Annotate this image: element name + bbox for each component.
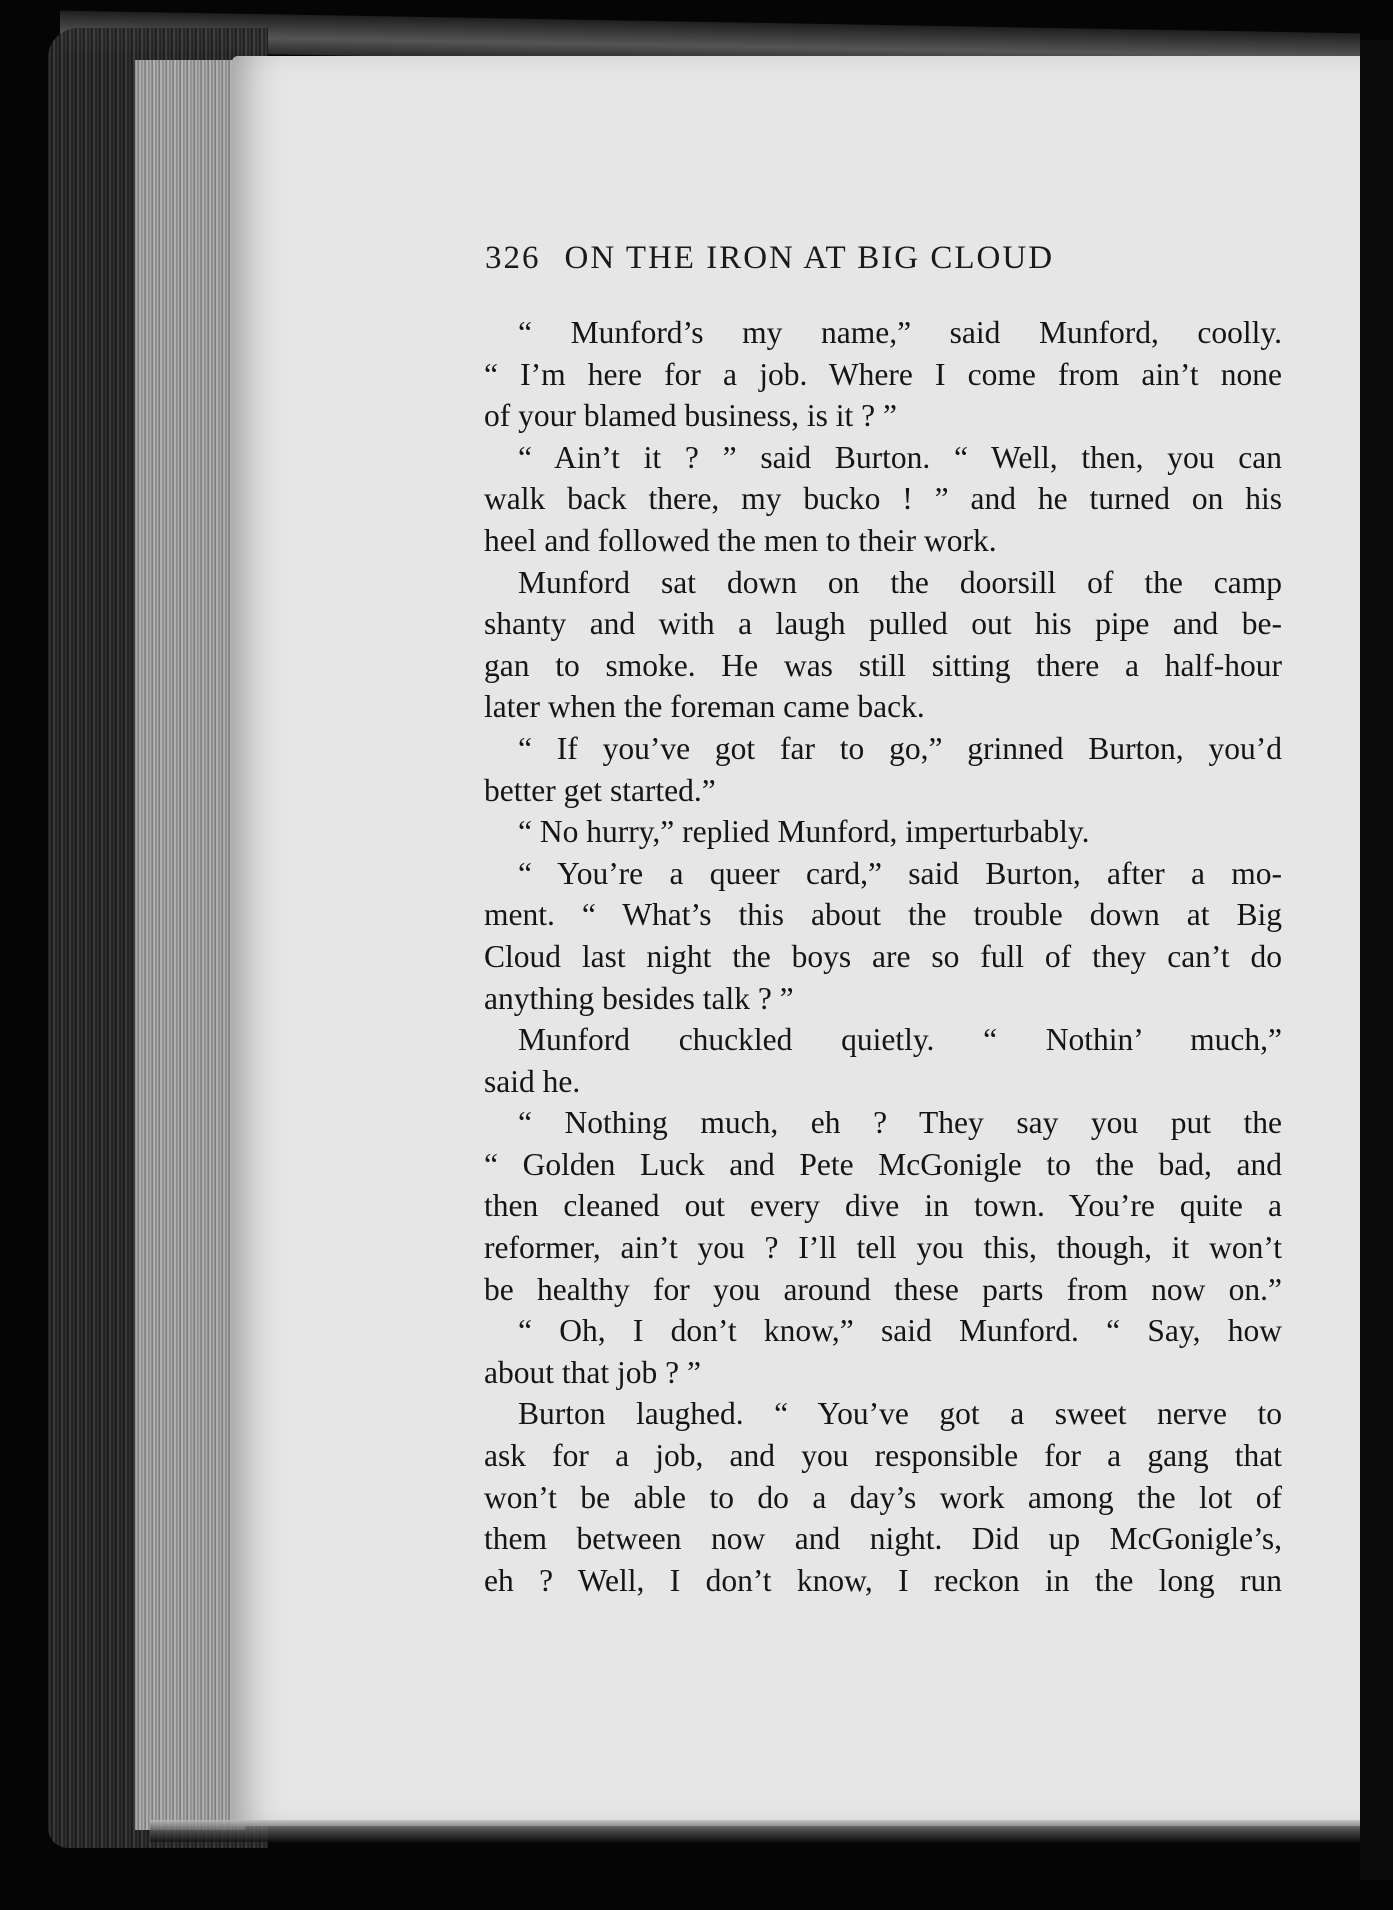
text-line: later when the foreman came back. [484,689,925,725]
book-page-stack [135,60,245,1830]
text-line: reformer, ain’t you ? I’ll tell you this, though, it won’t [484,1230,1282,1266]
text-line: be healthy for you around these parts from now on.” [484,1271,1282,1307]
page-number: 326 [485,240,541,276]
text-line: better get started.” [484,772,716,808]
text-line: “ No hurry,” replied Munford, imperturbably. [518,814,1090,850]
text-line: “ Golden Luck and Pete McGonigle to the bad, and [484,1146,1282,1182]
text-line: them between now and night. Did up McGonigle’s, [484,1521,1282,1557]
text-line: Munford chuckled quietly. “ Nothin’ much,” [518,1022,1282,1058]
text-line: shanty and with a laugh pulled out his pipe and be- [484,606,1282,642]
text-line: “ Oh, I don’t know,” said Munford. “ Say, how [518,1313,1282,1349]
text-line: eh ? Well, I don’t know, I reckon in the long run [484,1562,1282,1598]
text-line: Burton laughed. “ You’ve got a sweet nerve to [518,1396,1282,1432]
text-line: won’t be able to do a day’s work among the lot of [484,1479,1282,1515]
text-line: Cloud last night the boys are so full of they can’t do [484,938,1282,974]
text-line: “ I’m here for a job. Where I come from ain’t none [484,356,1282,392]
text-line: “ Ain’t it ? ” said Burton. “ Well, then, you can [518,439,1282,475]
text-line: “ If you’ve got far to go,” grinned Burton, you’d [518,730,1282,766]
text-line: about that job ? ” [484,1354,701,1390]
text-line: then cleaned out every dive in town. You’re quite a [484,1188,1282,1224]
text-line: heel and followed the men to their work. [484,522,997,558]
text-line: anything besides talk ? ” [484,980,794,1016]
text-line: ment. “ What’s this about the trouble down at Big [484,897,1282,933]
running-header [485,240,1285,277]
page-body-text [484,312,1282,1601]
text-line: Munford sat down on the doorsill of the camp [518,564,1282,600]
text-line: “ Munford’s my name,” said Munford, coolly. [518,315,1282,350]
text-line: walk back there, my bucko ! ” and he turned on his [484,481,1282,517]
text-line: ask for a job, and you responsible for a gang that [484,1438,1282,1474]
text-line: of your blamed business, is it ? ” [484,398,897,434]
text-line: gan to smoke. He was still sitting there a half-hour [484,647,1282,683]
book-bottom-edge [150,1820,1370,1842]
running-title: ON THE IRON AT BIG CLOUD [564,240,1055,276]
scan-right-margin [1360,40,1393,1880]
text-line: “ You’re a queer card,” said Burton, after a mo- [518,855,1282,891]
text-line: said he. [484,1063,581,1099]
text-line: “ Nothing much, eh ? They say you put the [518,1105,1282,1141]
